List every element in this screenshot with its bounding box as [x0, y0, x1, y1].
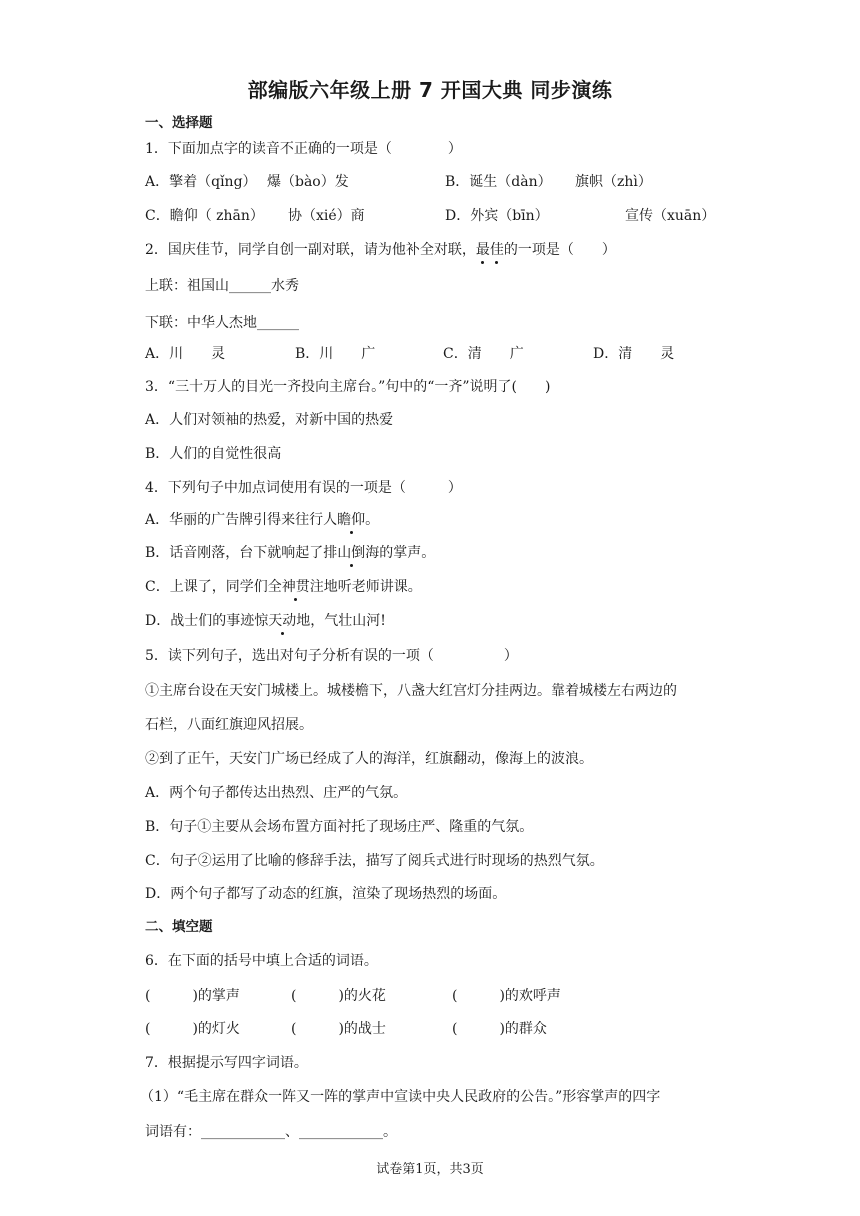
dotted-char-zui: 最: [475, 242, 490, 258]
option-c-text: C．上课了，同学们: [145, 579, 268, 595]
section-heading-choice: 一、选择题: [145, 115, 213, 131]
option-b-part1: B．诞生（dàn）: [445, 174, 552, 190]
option-a-end: 。: [365, 512, 380, 528]
option-d-text: D．战士们的事迹: [145, 613, 255, 629]
sentence-1-line-1: ①主席台设在天安门城楼上。城楼檐下，八盏大红宫灯分挂两边。靠着城楼左右两边的: [145, 683, 677, 699]
page-title: 部编版六年级上册 7 开国大典 同步演练: [247, 78, 613, 102]
blank-item: ( )的火花: [291, 988, 386, 1004]
question-1-options-row-2: [145, 206, 725, 226]
question-7-stem: 7．根据提示写四字词语。: [145, 1055, 308, 1071]
option-b-part2: 旗帜（zhì）: [575, 174, 652, 190]
question-2-options: [145, 344, 725, 364]
question-3-option-a: A．人们对领袖的热爱，对新中国的热爱: [145, 412, 394, 428]
couplet-lower: 下联：中华人杰地______: [145, 315, 299, 331]
question-1-stem: 1．下面加点字的读音不正确的一项是（ ）: [145, 141, 462, 157]
question-5-option-c: C．句子②运用了比喻的修辞手法，描写了阅兵式进行时现场的热烈气氛。: [145, 853, 604, 869]
question-3-option-b: B．人们的自觉性很高: [145, 446, 282, 462]
option-b: B．川 广: [295, 346, 376, 362]
dotted-word: 全神贯注: [267, 579, 324, 595]
option-c-end: 地听老师讲课。: [323, 579, 422, 595]
question-4-option-a: [145, 510, 379, 530]
option-a-text: A．华丽的广告牌引得来往行人: [145, 512, 338, 528]
question-5-option-b: B．句子①主要从会场布置方面衬托了现场庄严、隆重的气氛。: [145, 819, 534, 835]
option-d-part1: D．外宾（bīn）: [445, 208, 549, 224]
question-3-stem: 3．“三十万人的目光一齐投向主席台。”句中的“一齐”说明了( ): [145, 379, 551, 395]
question-7-part-1-line-1: （1）“毛主席在群众一阵又一阵的掌声中宣读中央人民政府的公告。”形容掌声的四字: [140, 1089, 661, 1105]
question-4-option-d: [145, 611, 386, 631]
question-6-row-1: [145, 986, 705, 1006]
blank-item: ( )的群众: [452, 1021, 547, 1037]
option-a-part2: 爆（bào）发: [267, 174, 349, 190]
option-a: A．川 灵: [145, 346, 226, 362]
question-5-option-d: D．两个句子都写了动态的红旗，渲染了现场热烈的场面。: [145, 886, 507, 902]
page-footer: 试卷第1页，共3页: [376, 1162, 484, 1177]
option-b-text: B．话音刚落，台下就响起了: [145, 545, 324, 561]
blank-item: ( )的战士: [291, 1021, 386, 1037]
question-7-part-1-line-2: 词语有：____________、____________。: [145, 1124, 397, 1140]
question-2-stem-post: 的一项是（ ）: [503, 242, 616, 258]
question-2-stem: [145, 240, 616, 260]
option-c: C．清 广: [443, 346, 524, 362]
option-b-end: 的掌声。: [379, 545, 436, 561]
sentence-1-line-2: 石栏，八面红旗迎风招展。: [145, 717, 313, 733]
option-d-part2: 宣传（xuān）: [625, 208, 716, 224]
question-4-stem: 4．下列句子中加点词使用有误的一项是（ ）: [145, 480, 462, 496]
option-c-part2: 协（xié）商: [288, 208, 365, 224]
sentence-2: ②到了正午，天安门广场已经成了人的海洋，红旗翻动，像海上的波浪。: [145, 751, 593, 767]
option-c-part1: C．瞻仰（ zhān）: [145, 208, 264, 224]
section-heading-fill: 二、填空题: [145, 919, 213, 935]
option-a-part1: A．擎着（qǐng）: [145, 174, 257, 190]
option-d-end: ，气壮山河!: [310, 613, 386, 629]
blank-item: ( )的欢呼声: [452, 988, 561, 1004]
question-5-option-a: A．两个句子都传达出热烈、庄严的气氛。: [145, 785, 408, 801]
question-4-option-c: [145, 577, 422, 597]
blank-item: ( )的掌声: [145, 988, 240, 1004]
question-2-stem-pre: 2．国庆佳节，同学自创一副对联，请为他补全对联，: [145, 242, 476, 258]
question-6-row-2: [145, 1019, 705, 1039]
question-4-option-b: [145, 543, 435, 563]
dotted-word: 瞻仰: [337, 512, 366, 528]
blank-item: ( )的灯火: [145, 1021, 240, 1037]
couplet-upper: 上联：祖国山______水秀: [145, 278, 299, 294]
question-6-stem: 6．在下面的括号中填上合适的词语。: [145, 953, 378, 969]
question-1-options-row-1: [145, 172, 725, 192]
dotted-char-jia: 佳: [489, 242, 504, 258]
option-d: D．清 灵: [593, 346, 675, 362]
dotted-word: 惊天动地: [254, 613, 311, 629]
question-5-stem: 5．读下列句子，选出对句子分析有误的一项（ ）: [145, 648, 518, 664]
dotted-word: 排山倒海: [323, 545, 380, 561]
